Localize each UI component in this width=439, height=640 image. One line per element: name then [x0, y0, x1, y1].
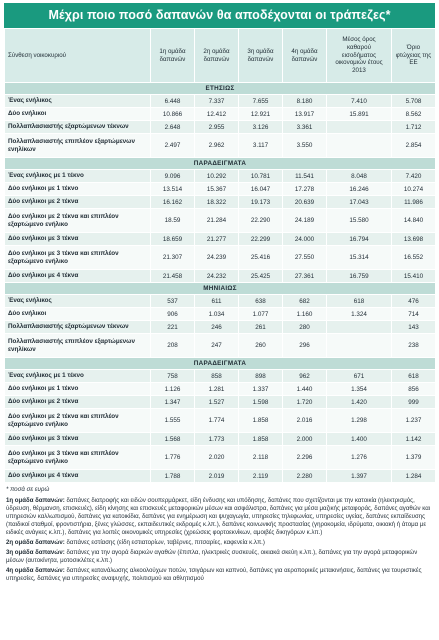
- cell-value: [327, 121, 392, 134]
- cell-value: 2.016: [283, 409, 327, 433]
- cell-value: 671: [327, 370, 392, 383]
- table-row: [5, 409, 436, 433]
- cell-value: 2.019: [195, 470, 239, 483]
- section-title: ΠΑΡΑΔΕΙΓΜΑΤΑ: [5, 158, 436, 170]
- cell-value: 280: [283, 321, 327, 334]
- cell-value: 1.774: [195, 409, 239, 433]
- cell-value: 3.117: [239, 134, 283, 158]
- legend-text: δαπάνες κατανάλωσης αλκοολούχων ποτών, τσιγάρων και καπνού, δαπάνες για αεροπορικές μετακινήσεις, δαπάνες για τουριστικές υπηρεσίες, δαπάνες για υπηρεσίες αναψυχής, πολιτισμού και αθλητισμού: [6, 567, 422, 583]
- row-label: Δύο ενήλικοι με 2 τέκνα: [5, 396, 151, 409]
- cell-value: 1.788: [151, 470, 195, 483]
- legend-term: 3η ομάδα δαπανών:: [6, 549, 65, 557]
- cell-value: 1.527: [195, 396, 239, 409]
- row-label: Δύο ενήλικοι με 3 τέκνα και επιπλέον εξαρτώμενο ενήλικο: [5, 246, 151, 270]
- cell-value: 7.655: [239, 95, 283, 108]
- cell-value: 16.552: [392, 246, 436, 270]
- cell-value: 1.354: [327, 383, 392, 396]
- cell-value: 18.322: [195, 196, 239, 209]
- cell-value: 15.410: [392, 270, 436, 283]
- column-header: 2η ομάδα δαπανών: [195, 29, 239, 83]
- cell-value: 15.580: [327, 209, 392, 233]
- table-row: [5, 121, 436, 134]
- cell-value: 1.160: [283, 308, 327, 321]
- cell-value: 2.000: [283, 433, 327, 446]
- cell-value: 17.278: [283, 183, 327, 196]
- cell-value: 143: [392, 321, 436, 334]
- cell-value: 10.274: [392, 183, 436, 196]
- cell-value: 18.59: [151, 209, 195, 233]
- row-label: Δύο ενήλικοι με 2 τέκνα: [5, 196, 151, 209]
- header-row: [5, 29, 436, 83]
- cell-value: 856: [392, 383, 436, 396]
- cell-value: 1.440: [283, 383, 327, 396]
- section-title: ΕΤΗΣΙΩΣ: [5, 83, 436, 95]
- cell-value: 221: [151, 321, 195, 334]
- row-label: Δύο ενήλικοι με 3 τέκνα: [5, 433, 151, 446]
- row-label: Δύο ενήλικοι: [5, 308, 151, 321]
- row-label: Ένας ενήλικος με 1 τέκνο: [5, 170, 151, 183]
- cell-value: 16.794: [327, 233, 392, 246]
- cell-value: 1.858: [239, 433, 283, 446]
- column-header: 1η ομάδα δαπανών: [151, 29, 195, 83]
- cell-value: 1.858: [239, 409, 283, 433]
- cell-value: 22.290: [239, 209, 283, 233]
- cell-value: 16.759: [327, 270, 392, 283]
- cell-value: 12.921: [239, 108, 283, 121]
- footnote: * ποσά σε ευρώ: [6, 486, 50, 493]
- row-label: Πολλαπλασιαστής επιπλέον εξαρτώμενων ενηλίκων: [5, 334, 151, 358]
- legend-item: [6, 549, 433, 565]
- cell-value: 21.458: [151, 270, 195, 283]
- cell-value: 25.416: [239, 246, 283, 270]
- table-row: [5, 209, 436, 233]
- cell-value: 10.781: [239, 170, 283, 183]
- table-row: [5, 383, 436, 396]
- cell-value: 962: [283, 370, 327, 383]
- cell-value: 2.648: [151, 121, 195, 134]
- row-label: Δύο ενήλικοι με 2 τέκνα και επιπλέον εξαρτώμενο ενήλικο: [5, 209, 151, 233]
- cell-value: 27.361: [283, 270, 327, 283]
- cell-value: 1.400: [327, 433, 392, 446]
- cell-value: 758: [151, 370, 195, 383]
- table-row: [5, 470, 436, 483]
- table-row: [5, 108, 436, 121]
- cell-value: 24.239: [195, 246, 239, 270]
- cell-value: 2.020: [195, 446, 239, 470]
- table-row: [5, 446, 436, 470]
- cell-value: 1.337: [239, 383, 283, 396]
- cell-value: 247: [195, 334, 239, 358]
- cell-value: 1.281: [195, 383, 239, 396]
- table-row: [5, 170, 436, 183]
- cell-value: 1.568: [151, 433, 195, 446]
- row-label: Ένας ενήλικος: [5, 95, 151, 108]
- section-title: ΠΑΡΑΔΕΙΓΜΑΤΑ: [5, 358, 436, 370]
- cell-value: 1.126: [151, 383, 195, 396]
- row-label: Δύο ενήλικοι με 3 τέκνα: [5, 233, 151, 246]
- table-row: [5, 270, 436, 283]
- cell-value: 2.118: [239, 446, 283, 470]
- table-row: [5, 295, 436, 308]
- legend-item: [6, 539, 433, 547]
- cell-value: 537: [151, 295, 195, 308]
- legend-text: δαπάνες για την αγορά διαρκών αγαθών (έπιπλα, ηλεκτρικές συσκευές, οικιακά σκεύη κ.λπ.), δαπάνες για την αγορά μεταφορικών μέσων (αυτοκίνητα, μοτοσικλέτες κ.λπ.): [6, 549, 418, 565]
- cell-value: 1.712: [392, 121, 436, 134]
- cell-value: 999: [392, 396, 436, 409]
- cell-value: 638: [239, 295, 283, 308]
- section-header-row: [5, 83, 436, 95]
- legend-term: 4η ομάδα δαπανών:: [6, 567, 65, 575]
- expenses-table: [4, 28, 436, 483]
- cell-value: 3.126: [239, 121, 283, 134]
- cell-value: 1.555: [151, 409, 195, 433]
- row-label: Δύο ενήλικοι: [5, 108, 151, 121]
- cell-value: 2.962: [195, 134, 239, 158]
- cell-value: 1.347: [151, 396, 195, 409]
- cell-value: 714: [392, 308, 436, 321]
- cell-value: [327, 134, 392, 158]
- table-row: [5, 183, 436, 196]
- cell-value: 906: [151, 308, 195, 321]
- row-label: Πολλαπλασιαστής εξαρτώμενων τέκνων: [5, 321, 151, 334]
- cell-value: 18.659: [151, 233, 195, 246]
- cell-value: 11.541: [283, 170, 327, 183]
- cell-value: 898: [239, 370, 283, 383]
- legend-text: δαπάνες διατροφής και ειδών σουπερμάρκετ, είδη ένδυσης και υπόδησης, δαπάνες που σχετίζονται με την κατοικία (ηλεκτρισμός, ύδρευση, θέρμανση, επισκευές), είδη κίνησης και επισκευές μεταφορικών μέσων και ασφάλιστρα, δαπάνες για μέσα μαζικής μεταφοράς, δαπάνες αγαθών και υπηρεσιών καλλωπισμού, δαπάνες για κατοικίδια, δαπάνες για ενημέρωση και ψυχαγωγία, υπηρεσίες τηλεφωνίας, υπηρεσίες υγείας, δαπάνες εκπαίδευσης (παιδικοί σταθμοί, φροντιστήρια, ξένες γλώσσες, εκπαιδευτικές εκδρομές κ.λπ.), δαπάνες κοινωνικής προστασίας (γηροκομεία, ιδρύματα, οικιακή ή άτομα με ειδικές ανάγκες κ.λπ.), δαπάνες για λοιπές οικονομικές υπηρεσίες (χρεώσεις φορτοεκνίκων, αμοιβές δικηγόρων κ.λπ.): [6, 497, 431, 537]
- table-body: [5, 83, 436, 483]
- section-header-row: [5, 283, 436, 295]
- cell-value: 22.299: [239, 233, 283, 246]
- row-label: Δύο ενήλικοι με 1 τέκνο: [5, 183, 151, 196]
- row-label: Ένας ενήλικος με 1 τέκνο: [5, 370, 151, 383]
- cell-value: 1.237: [392, 409, 436, 433]
- cell-value: 5.708: [392, 95, 436, 108]
- legend-text: δαπάνες εστίασης (είδη εστιατορίων, ταβέρνες, πιτσαρίες, καφενεία κ.λπ.): [66, 539, 265, 547]
- cell-value: 7.337: [195, 95, 239, 108]
- section-header-row: [5, 358, 436, 370]
- cell-value: 1.420: [327, 396, 392, 409]
- legend-item: [6, 497, 433, 537]
- cell-value: 2.280: [283, 470, 327, 483]
- cell-value: 21.284: [195, 209, 239, 233]
- cell-value: 260: [239, 334, 283, 358]
- cell-value: 15.314: [327, 246, 392, 270]
- cell-value: 21.307: [151, 246, 195, 270]
- section-title: ΜΗΝΙΑΙΩΣ: [5, 283, 436, 295]
- cell-value: 16.246: [327, 183, 392, 196]
- table-row: [5, 246, 436, 270]
- cell-value: 8.180: [283, 95, 327, 108]
- cell-value: 1.598: [239, 396, 283, 409]
- row-label: Δύο ενήλικοι με 2 τέκνα και επιπλέον εξαρτώμενο ενήλικο: [5, 409, 151, 433]
- legend-item: [6, 567, 433, 583]
- cell-value: 24.232: [195, 270, 239, 283]
- cell-value: 296: [283, 334, 327, 358]
- section-header-row: [5, 158, 436, 170]
- table-row: [5, 370, 436, 383]
- column-header: Σύνθεση νοικοκυριού: [5, 29, 151, 83]
- cell-value: [327, 334, 392, 358]
- cell-value: 238: [392, 334, 436, 358]
- cell-value: 1.142: [392, 433, 436, 446]
- cell-value: 261: [239, 321, 283, 334]
- column-header: Μέσος όρος καθαρού εισοδήματος οικονομιών έτους 2013: [327, 29, 392, 83]
- cell-value: 1.773: [195, 433, 239, 446]
- cell-value: 13.917: [283, 108, 327, 121]
- cell-value: 618: [327, 295, 392, 308]
- cell-value: 1.284: [392, 470, 436, 483]
- table-row: [5, 321, 436, 334]
- cell-value: 611: [195, 295, 239, 308]
- cell-value: 3.550: [283, 134, 327, 158]
- cell-value: 1.776: [151, 446, 195, 470]
- cell-value: 1.034: [195, 308, 239, 321]
- cell-value: 27.550: [283, 246, 327, 270]
- cell-value: 858: [195, 370, 239, 383]
- cell-value: 1.379: [392, 446, 436, 470]
- cell-value: 13.514: [151, 183, 195, 196]
- row-label: Δύο ενήλικοι με 1 τέκνο: [5, 383, 151, 396]
- table-row: [5, 334, 436, 358]
- cell-value: 208: [151, 334, 195, 358]
- row-label: Δύο ενήλικοι με 4 τέκνα: [5, 270, 151, 283]
- cell-value: 2.497: [151, 134, 195, 158]
- cell-value: 21.277: [195, 233, 239, 246]
- legend-term: 1η ομάδα δαπανών:: [6, 497, 65, 504]
- cell-value: 476: [392, 295, 436, 308]
- row-label: Δύο ενήλικοι με 4 τέκνα: [5, 470, 151, 483]
- cell-value: 1.077: [239, 308, 283, 321]
- cell-value: 15.891: [327, 108, 392, 121]
- cell-value: 8.048: [327, 170, 392, 183]
- cell-value: 1.397: [327, 470, 392, 483]
- cell-value: 10.866: [151, 108, 195, 121]
- column-header: 4η ομάδα δαπανών: [283, 29, 327, 83]
- cell-value: 1.720: [283, 396, 327, 409]
- table-row: [5, 396, 436, 409]
- row-label: Πολλαπλασιαστής επιπλέον εξαρτώμενων ενηλίκων: [5, 134, 151, 158]
- table-row: [5, 433, 436, 446]
- cell-value: 2.955: [195, 121, 239, 134]
- row-label: Δύο ενήλικοι με 3 τέκνα και επιπλέον εξαρτώμενο ενήλικο: [5, 446, 151, 470]
- cell-value: 9.096: [151, 170, 195, 183]
- cell-value: 24.000: [283, 233, 327, 246]
- legend-term: 2η ομάδα δαπανών:: [6, 539, 65, 547]
- cell-value: 24.189: [283, 209, 327, 233]
- cell-value: 8.562: [392, 108, 436, 121]
- cell-value: 25.425: [239, 270, 283, 283]
- table-row: [5, 196, 436, 209]
- cell-value: 15.367: [195, 183, 239, 196]
- cell-value: 20.639: [283, 196, 327, 209]
- cell-value: 12.412: [195, 108, 239, 121]
- cell-value: 1.324: [327, 308, 392, 321]
- row-label: Ένας ενήλικος: [5, 295, 151, 308]
- cell-value: 6.448: [151, 95, 195, 108]
- table-row: [5, 95, 436, 108]
- cell-value: 682: [283, 295, 327, 308]
- cell-value: 2.296: [283, 446, 327, 470]
- table-row: [5, 134, 436, 158]
- cell-value: [327, 321, 392, 334]
- cell-value: 2.119: [239, 470, 283, 483]
- cell-value: 2.854: [392, 134, 436, 158]
- cell-value: 16.162: [151, 196, 195, 209]
- legend: [4, 497, 435, 583]
- column-header: Όριο φτώχειας της ΕΕ: [392, 29, 436, 83]
- cell-value: 7.410: [327, 95, 392, 108]
- cell-value: 14.840: [392, 209, 436, 233]
- cell-value: 1.276: [327, 446, 392, 470]
- cell-value: 10.292: [195, 170, 239, 183]
- row-label: Πολλαπλασιαστής εξαρτώμενων τέκνων: [5, 121, 151, 134]
- cell-value: 11.986: [392, 196, 436, 209]
- column-header: 3η ομάδα δαπανών: [239, 29, 283, 83]
- cell-value: 246: [195, 321, 239, 334]
- page-title: Μέχρι ποιο ποσό δαπανών θα αποδέχονται οι τράπεζες*: [4, 3, 435, 28]
- cell-value: 19.173: [239, 196, 283, 209]
- cell-value: 7.420: [392, 170, 436, 183]
- table-row: [5, 233, 436, 246]
- cell-value: 3.361: [283, 121, 327, 134]
- cell-value: 13.698: [392, 233, 436, 246]
- table-row: [5, 308, 436, 321]
- cell-value: 618: [392, 370, 436, 383]
- cell-value: 16.047: [239, 183, 283, 196]
- cell-value: 1.298: [327, 409, 392, 433]
- cell-value: 17.043: [327, 196, 392, 209]
